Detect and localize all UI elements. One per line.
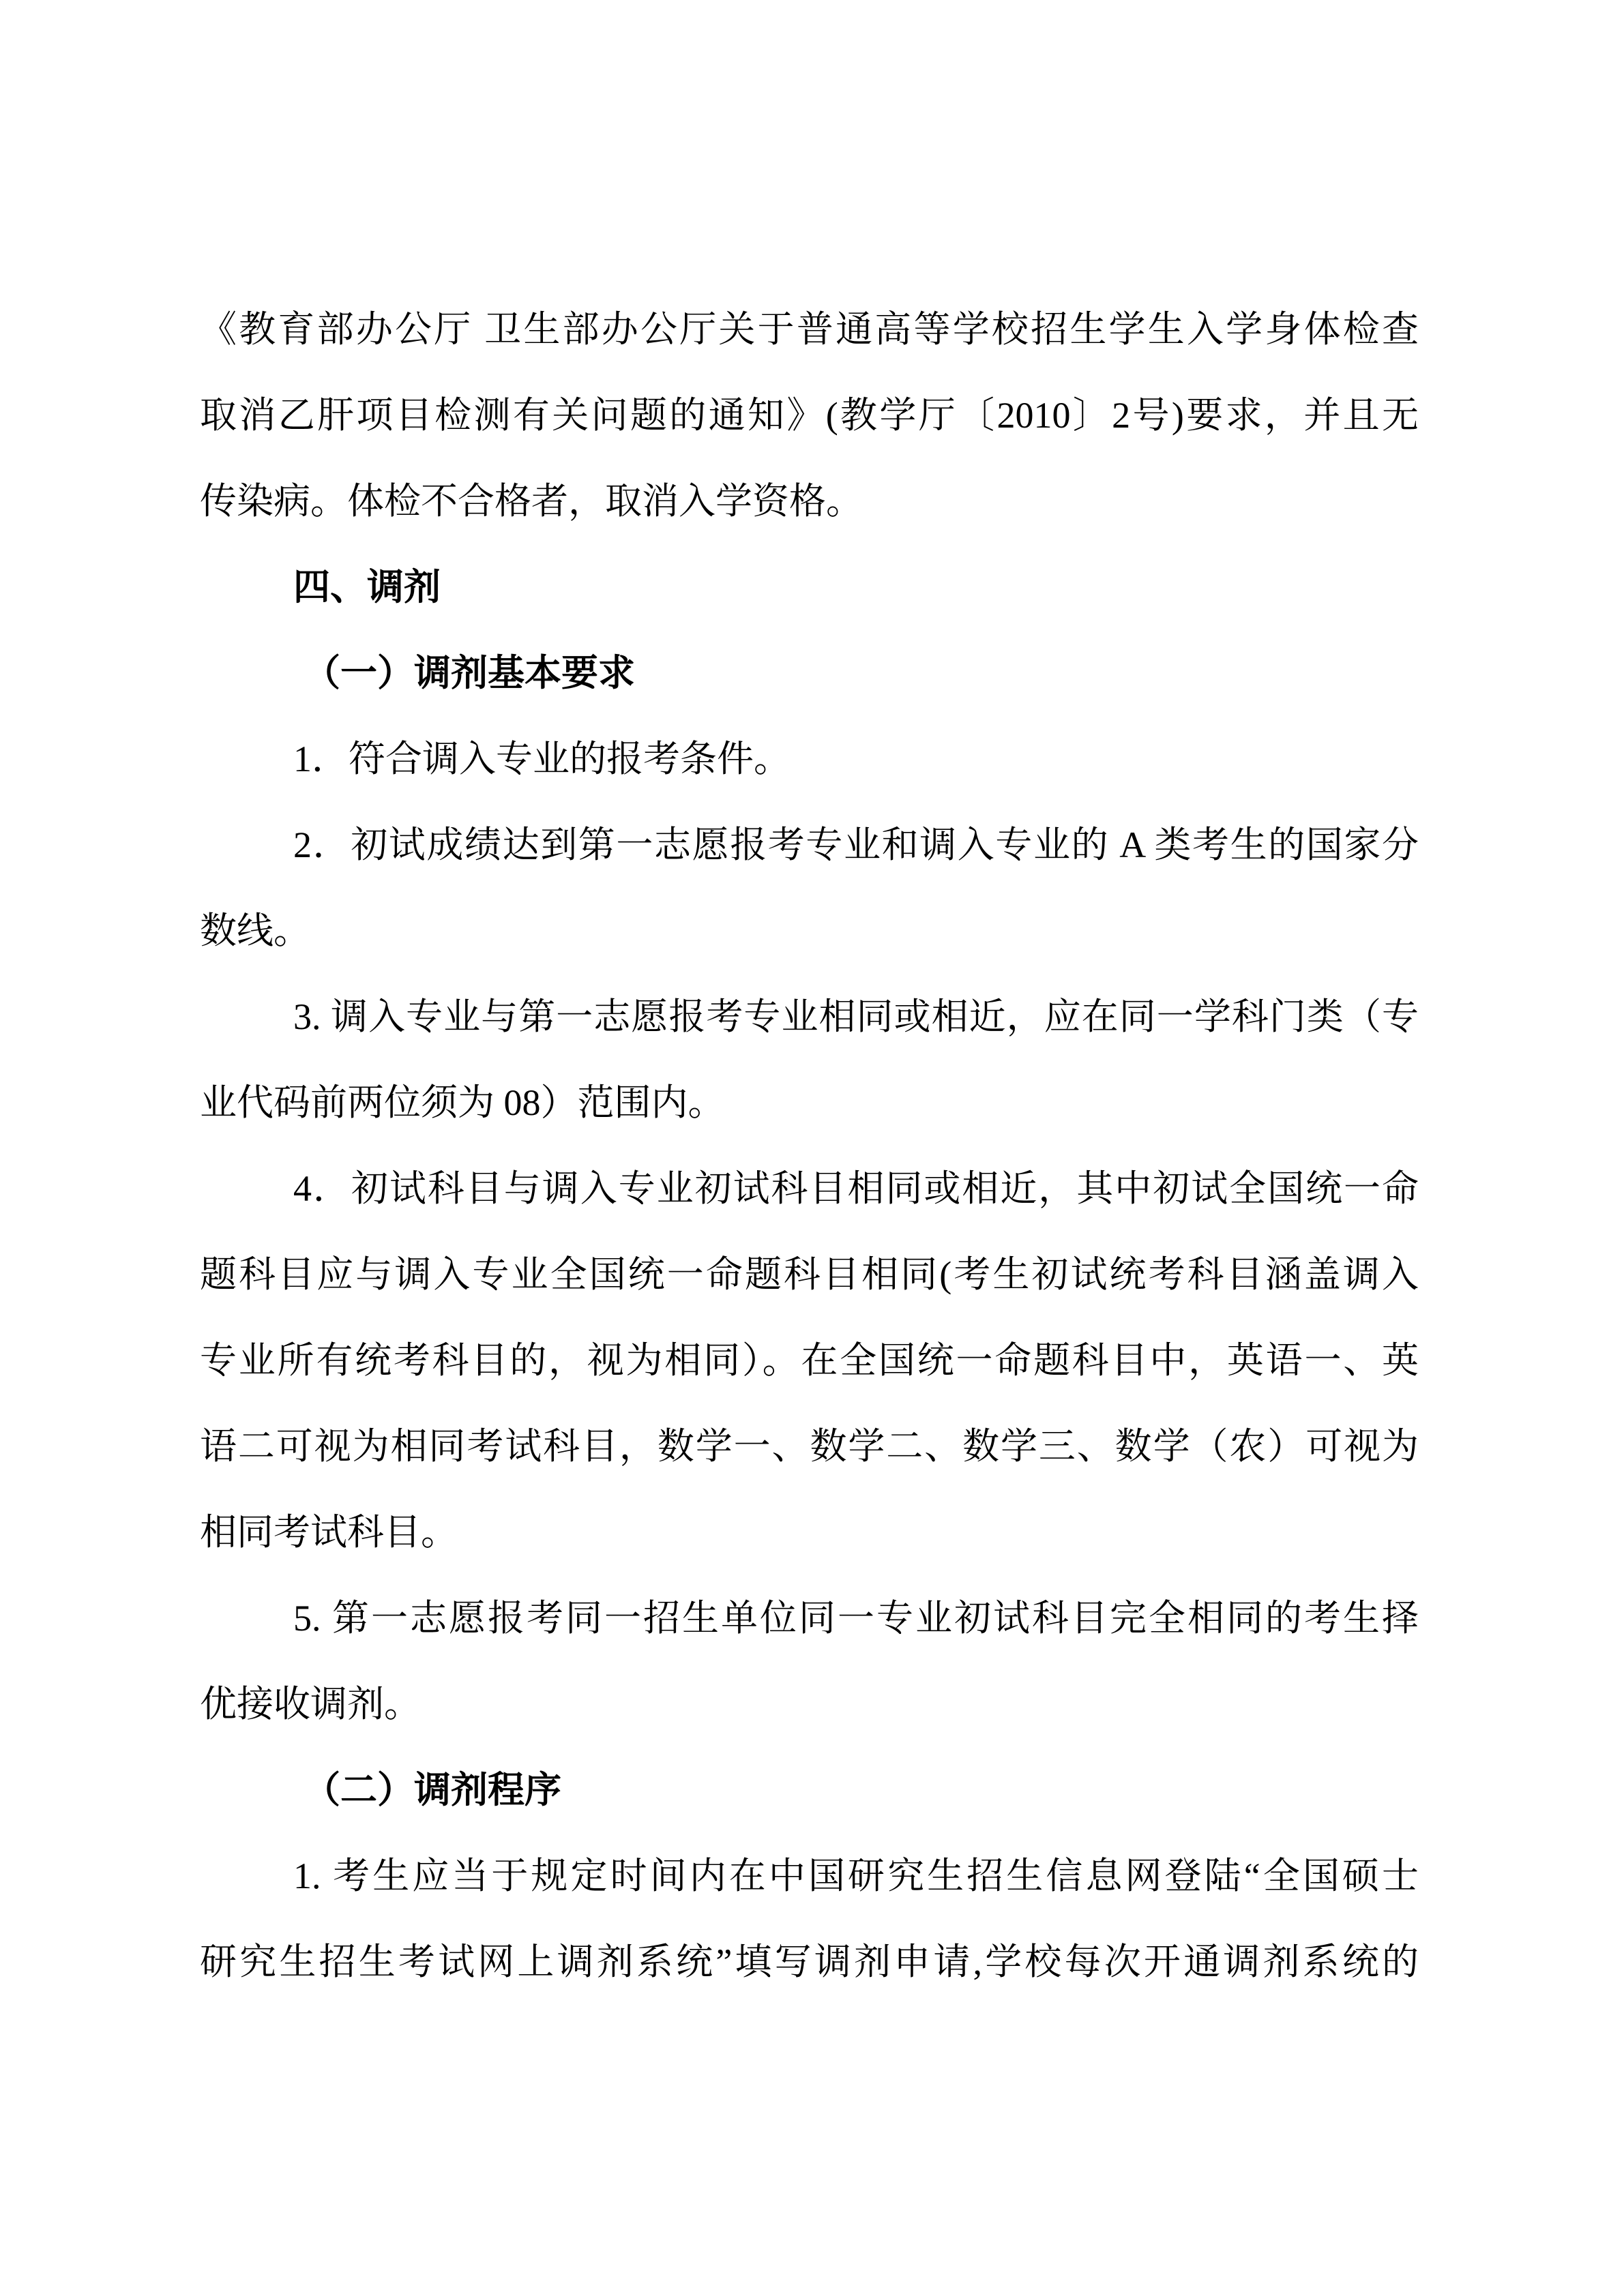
- requirement-item-4-line-5: 相同考试科目。: [200, 1512, 458, 1553]
- requirement-item-5-line-2: 优接收调剂。: [200, 1684, 421, 1725]
- requirement-item-3-line-2: 业代码前两位须为 08）范围内。: [200, 1082, 725, 1123]
- requirement-item-1-line-1: 1．符合调入专业的报考条件。: [293, 739, 791, 779]
- intro-paragraph-line-1: 《教育部办公厅 卫生部办公厅关于普通高等学校招生学生入学身体检查: [200, 309, 1419, 350]
- requirement-item-4-line-3: 专业所有统考科目的，视为相同）。在全国统一命题科目中，英语一、英: [200, 1340, 1419, 1381]
- requirement-item-2-line-2: 数线。: [200, 910, 310, 951]
- subsection-heading-procedure: （二）调剂程序: [304, 1770, 561, 1810]
- requirement-item-4-line-2: 题科目应与调入专业全国统一命题科目相同(考生初试统考科目涵盖调入: [200, 1254, 1419, 1295]
- requirement-item-4-line-4: 语二可视为相同考试科目，数学一、数学二、数学三、数学（农）可视为: [200, 1426, 1419, 1467]
- procedure-item-1-line-2: 研究生招生考试网上调剂系统”填写调剂申请,学校每次开通调剂系统的: [200, 1941, 1419, 1982]
- section-heading-tiaoji: 四、调剂: [293, 567, 441, 608]
- intro-paragraph-line-3: 传染病。体检不合格者，取消入学资格。: [200, 481, 863, 522]
- requirement-item-4-line-1: 4．初试科目与调入专业初试科目相同或相近，其中初试全国统一命: [293, 1168, 1419, 1209]
- requirement-item-5-line-1: 5. 第一志愿报考同一招生单位同一专业初试科目完全相同的考生择: [293, 1598, 1419, 1639]
- page-text-block: [200, 286, 1419, 2005]
- intro-paragraph-line-2: 取消乙肝项目检测有关问题的通知》(教学厅〔2010〕2号)要求，并且无: [200, 395, 1419, 436]
- requirement-item-3-line-1: 3. 调入专业与第一志愿报考专业相同或相近，应在同一学科门类（专: [293, 996, 1419, 1037]
- subsection-heading-basic-requirements: （一）调剂基本要求: [304, 653, 635, 694]
- procedure-item-1-line-1: 1. 考生应当于规定时间内在中国研究生招生信息网登陆“全国硕士: [293, 1855, 1419, 1896]
- requirement-item-2-line-1: 2．初试成绩达到第一志愿报考专业和调入专业的 A 类考生的国家分: [293, 824, 1419, 865]
